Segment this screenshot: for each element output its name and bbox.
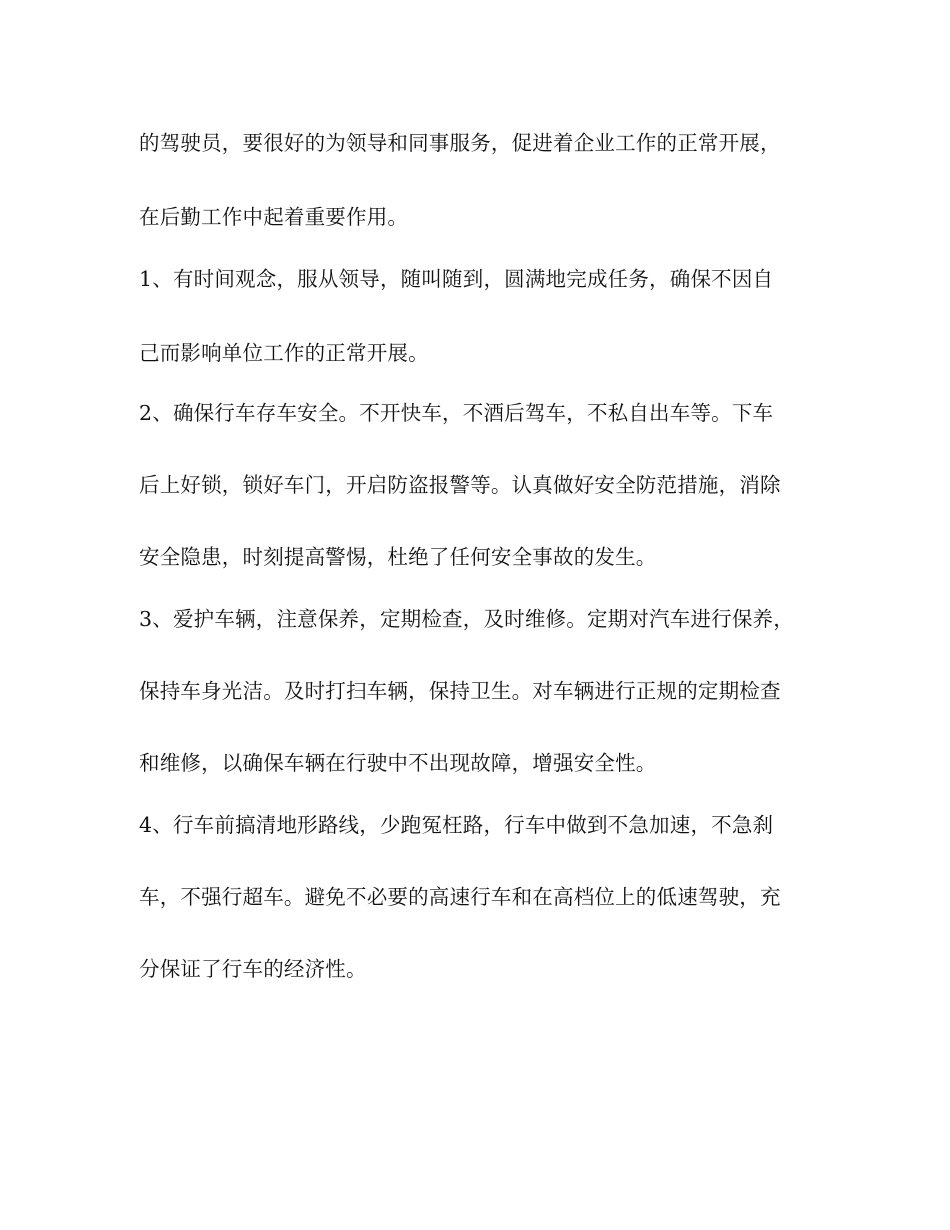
text-line: 后上好锁，锁好车门，开启防盗报警等。认真做好安全防范措施，消除 (139, 473, 781, 497)
text-line: 在后勤工作中起着重要作用。 (139, 205, 409, 229)
text-line: 2、确保行车存车安全。不开快车，不酒后驾车，不私自出车等。下车 (139, 401, 774, 425)
text-line: 己而影响单位工作的正常开展。 (139, 341, 429, 365)
text-line: 1、有时间观念，服从领导，随叫随到，圆满地完成任务，确保不因自 (139, 267, 774, 291)
text-line: 保持车身光洁。及时打扫车辆，保持卫生。对车辆进行正规的定期检查 (139, 679, 781, 703)
text-line: 分保证了行车的经济性。 (139, 957, 367, 981)
text-line: 车，不强行超车。避免不必要的高速行车和在高档位上的低速驾驶，充 (139, 885, 781, 909)
text-line: 和维修，以确保车辆在行驶中不出现故障，增强安全性。 (139, 751, 657, 775)
text-line: 3、爱护车辆，注意保养，定期检查，及时维修。定期对汽车进行保养， (139, 607, 794, 631)
text-line: 的驾驶员，要很好的为领导和同事服务，促进着企业工作的正常开展， (139, 131, 781, 155)
text-line: 安全隐患，时刻提高警惕，杜绝了任何安全事故的发生。 (139, 545, 657, 569)
text-line: 4、行车前搞清地形路线，少跑冤枉路，行车中做到不急加速，不急刹 (139, 813, 774, 837)
